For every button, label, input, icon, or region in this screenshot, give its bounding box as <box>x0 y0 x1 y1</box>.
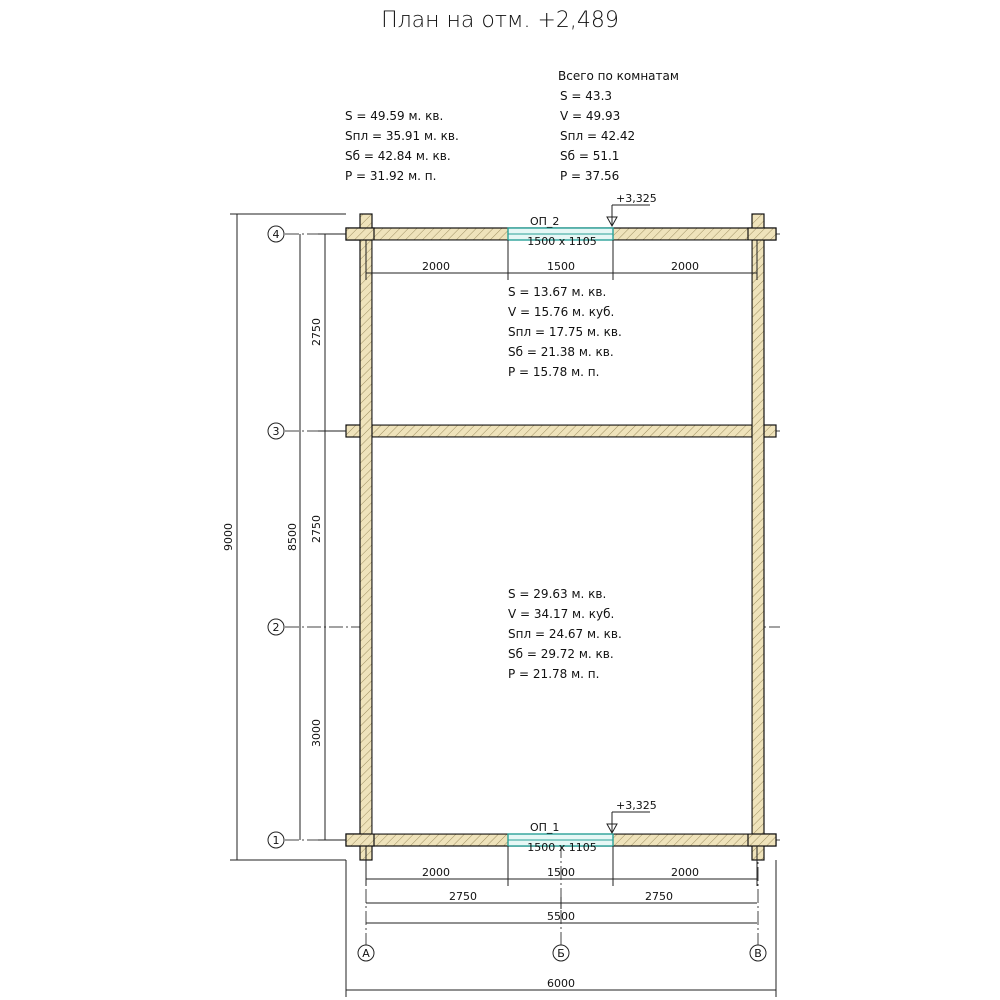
axis-col-b: Б <box>557 947 565 960</box>
window-op2-name: ОП_2 <box>530 215 560 228</box>
summary-rooms-line: Sпл = 42.42 <box>560 129 636 143</box>
window-op2-size: 1500 x 1105 <box>527 235 597 248</box>
summary-left-line: S = 49.59 м. кв. <box>345 109 444 123</box>
room-bottom-line: P = 21.78 м. п. <box>508 667 600 681</box>
dim-label: 1500 <box>547 866 575 879</box>
summary-left-line: Sб = 42.84 м. кв. <box>345 149 451 163</box>
dim-label: 5500 <box>547 910 575 923</box>
dim-label: 9000 <box>222 523 235 551</box>
dim-label: 2000 <box>422 260 450 273</box>
summary-rooms-line: S = 43.3 <box>560 89 613 103</box>
room-top-line: Sпл = 17.75 м. кв. <box>508 325 622 339</box>
room-bottom-line: Sб = 29.72 м. кв. <box>508 647 614 661</box>
window-op2-level: +3,325 <box>616 192 657 205</box>
dim-label: 6000 <box>547 977 575 990</box>
dim-label: 2000 <box>671 260 699 273</box>
axis-row-2: 2 <box>272 621 280 634</box>
plan-title: План на отм. +2,489 <box>381 8 619 33</box>
dim-label: 2000 <box>671 866 699 879</box>
axis-col-a: А <box>362 947 370 960</box>
room-bottom-line: S = 29.63 м. кв. <box>508 587 607 601</box>
dim-label: 2750 <box>645 890 673 903</box>
wall-axis-v <box>752 214 764 860</box>
room-bottom-line: Sпл = 24.67 м. кв. <box>508 627 622 641</box>
axis-markers-rows <box>268 226 284 848</box>
room-top-line: V = 15.76 м. куб. <box>508 305 615 319</box>
window-op1-level: +3,325 <box>616 799 657 812</box>
wall-axis-a <box>360 214 372 860</box>
room-top-line: Sб = 21.38 м. кв. <box>508 345 614 359</box>
summary-rooms-heading: Всего по комнатам <box>558 69 679 83</box>
summary-rooms-line: V = 49.93 <box>560 109 621 123</box>
dim-bottom-chains <box>346 846 776 997</box>
axis-col-v: В <box>754 947 762 960</box>
dim-label: 2750 <box>310 515 323 543</box>
window-op1-name: ОП_1 <box>530 821 560 834</box>
axis-row-4: 4 <box>272 228 280 241</box>
summary-rooms-line: Sб = 51.1 <box>560 149 620 163</box>
dim-label: 1500 <box>547 260 575 273</box>
summary-left <box>345 109 459 183</box>
axis-row-1: 1 <box>272 834 280 847</box>
axis-row-3: 3 <box>272 425 280 438</box>
dim-label: 8500 <box>286 523 299 551</box>
dim-label: 2750 <box>310 318 323 346</box>
dim-left-chains <box>222 214 346 860</box>
summary-left-line: P = 31.92 м. п. <box>345 169 437 183</box>
window-op1-size: 1500 x 1105 <box>527 841 597 854</box>
room-top-line: P = 15.78 м. п. <box>508 365 600 379</box>
summary-rooms-line: P = 37.56 <box>560 169 620 183</box>
room-top-line: S = 13.67 м. кв. <box>508 285 607 299</box>
summary-rooms <box>558 69 679 183</box>
axis-markers-cols <box>358 945 766 961</box>
room-bottom-line: V = 34.17 м. куб. <box>508 607 615 621</box>
summary-left-line: Sпл = 35.91 м. кв. <box>345 129 459 143</box>
dim-label: 2000 <box>422 866 450 879</box>
dim-label: 3000 <box>310 719 323 747</box>
dim-label: 2750 <box>449 890 477 903</box>
wall-axis-3 <box>346 425 776 437</box>
